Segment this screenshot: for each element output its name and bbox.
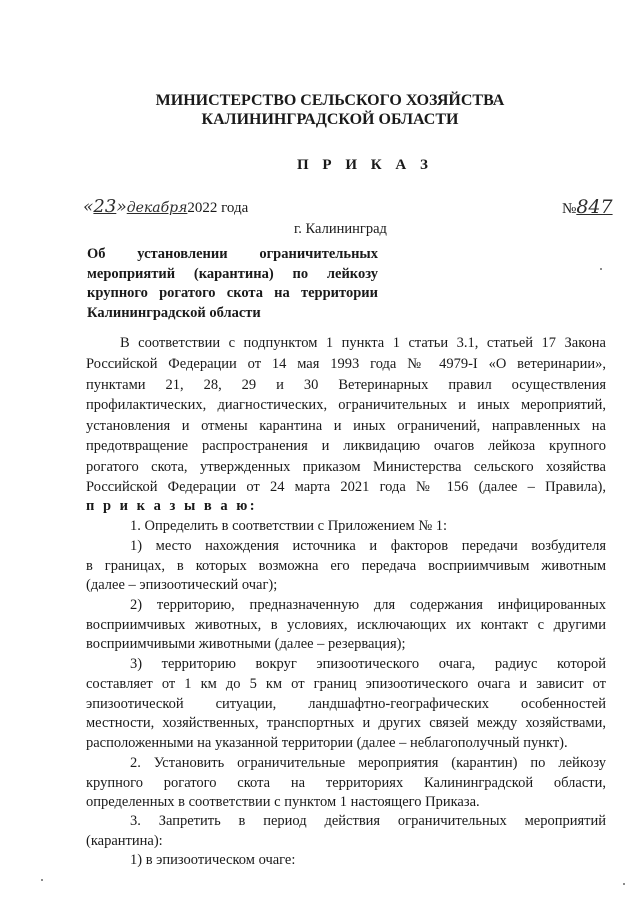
body-line: (далее – эпизоотический очаг); <box>86 577 278 593</box>
document-number <box>562 196 613 218</box>
document-date <box>83 196 248 217</box>
body-line: Российской Федерации от 24 марта 2021 года № 156 (далее – Правила), <box>86 479 606 495</box>
body-line: 2) территорию, предназначенную для содержания инфицированных <box>130 597 606 613</box>
document-type-title: П Р И К А З <box>297 157 433 173</box>
body-line: установления и отмены карантина и иных ограничений, направленных на <box>86 418 606 434</box>
handwritten-month: декабря <box>126 200 188 216</box>
subject-line: Калининградской области <box>87 304 261 321</box>
subject-line: Об установлении ограничительных <box>87 246 378 262</box>
body-line: 1) место нахождения источника и факторов передачи возбудителя <box>130 538 606 554</box>
body-line: 1) в эпизоотическом очаге: <box>130 852 296 868</box>
date-open-quote: « <box>83 197 94 217</box>
body-line: пунктами 21, 28, 29 и 30 Ветеринарных правил осуществления <box>86 377 606 393</box>
body-line: предотвращение распространения и ликвидацию очагов лейкоза крупного <box>86 438 606 454</box>
body-line: (карантина): <box>86 833 163 849</box>
body-line: Российской Федерации от 14 мая 1993 года № 4979-I «О ветеринарии», <box>86 356 606 372</box>
body-line: определенных в соответствии с пунктом 1 настоящего Приказа. <box>86 794 480 810</box>
subject-line: крупного рогатого скота на территории <box>87 285 378 301</box>
body-line: местности, хозяйственных, транспортных и других связей между хозяйствами, <box>86 715 606 731</box>
body-line: крупного рогатого скота на территориях Калининградской области, <box>86 775 606 791</box>
body-line: 3. Запретить в период действия ограничительных мероприятий <box>130 813 606 829</box>
scan-speck <box>600 268 602 270</box>
scan-speck <box>41 879 43 881</box>
body-line: расположенными на указанной территории (далее – неблагополучный пункт). <box>86 735 568 751</box>
date-close-quote: » <box>116 197 127 217</box>
number-sign: № <box>562 201 577 217</box>
body-line: В соответствии с подпунктом 1 пункта 1 статьи 3.1, статьей 17 Закона <box>120 335 606 351</box>
order-keyword: п р и к а з ы в а ю: <box>86 498 258 514</box>
body-line: профилактических, диагностических, ограничительных и иных мероприятий, <box>86 397 606 413</box>
body-line: рогатого скота, утвержденных приказом Министерства сельского хозяйства <box>86 459 606 475</box>
city-name: г. Калининград <box>294 221 387 237</box>
ministry-name-line2: КАЛИНИНГРАДСКОЙ ОБЛАСТИ <box>201 111 459 128</box>
body-line: восприимчивыми животными (далее – резервация); <box>86 636 406 652</box>
body-line: 2. Установить ограничительные мероприятия (карантин) по лейкозу <box>130 755 606 771</box>
body-line: 1. Определить в соответствии с Приложением № 1: <box>130 518 448 534</box>
document-subject <box>87 245 378 323</box>
body-line: эпизоотической ситуации, ландшафтно-географических особенностей <box>86 696 606 712</box>
body-line: восприимчивых животных, в условиях, исключающих их контакт с другими <box>86 617 606 633</box>
body-line: 3) территорию вокруг эпизоотического очага, радиус которой <box>130 656 606 672</box>
scan-speck <box>623 883 625 885</box>
subject-line: мероприятий (карантина) по лейкозу <box>87 265 378 282</box>
date-year: 2022 года <box>187 200 249 216</box>
handwritten-number: 847 <box>576 196 613 218</box>
ministry-name-line1: МИНИСТЕРСТВО СЕЛЬСКОГО ХОЗЯЙСТВА <box>155 92 505 109</box>
handwritten-day: 23 <box>93 196 117 217</box>
body-line: в границах, в которых возможна его передача восприимчивым животным <box>86 558 606 574</box>
body-line: составляет от 1 км до 5 км от границ эпизоотического очага и зависит от <box>86 676 606 692</box>
